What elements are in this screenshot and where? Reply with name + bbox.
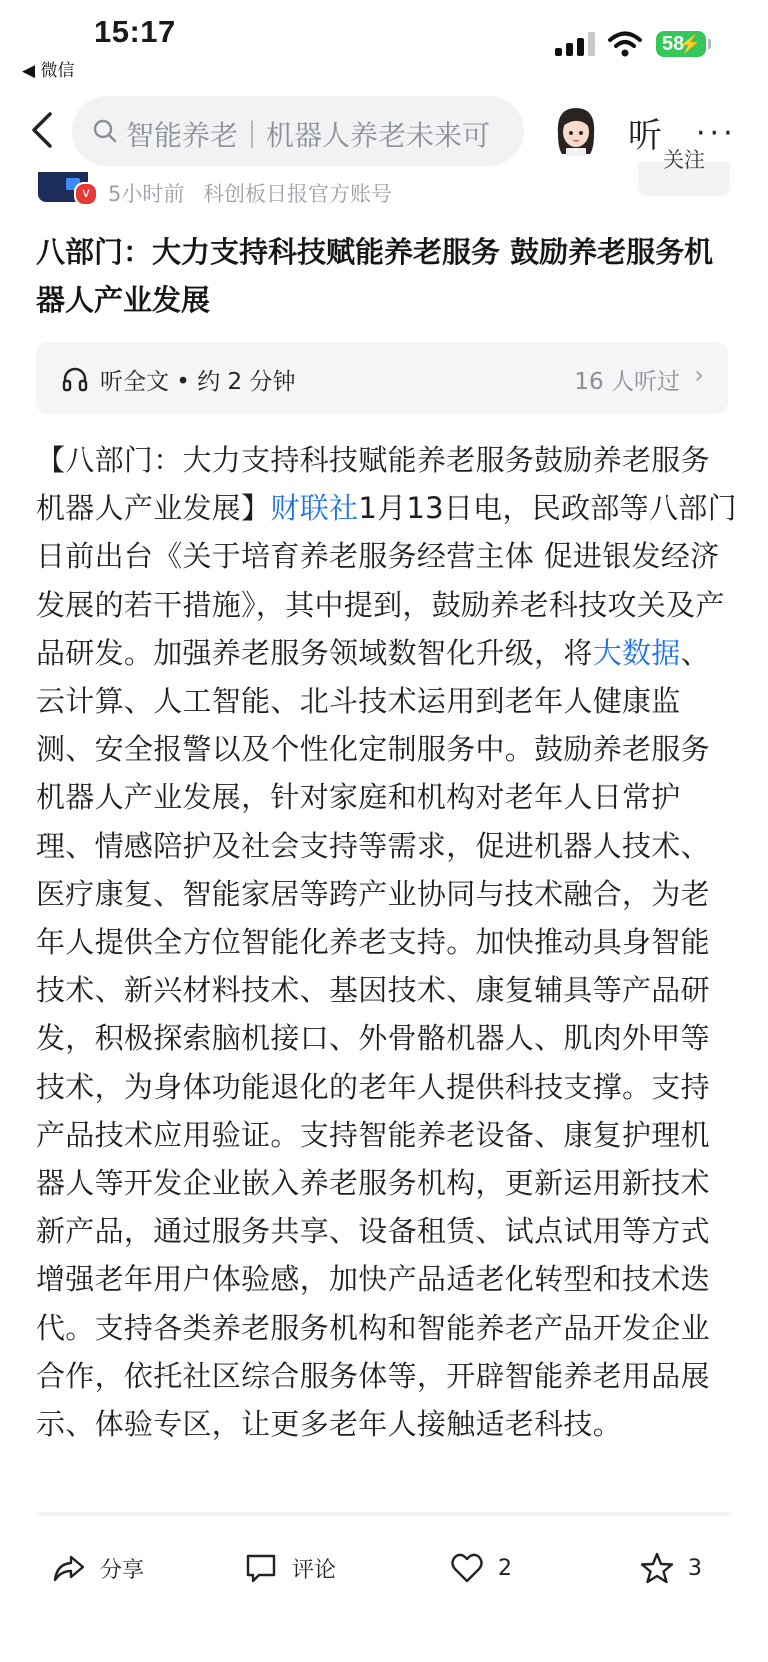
- listen-button[interactable]: 听: [628, 116, 662, 156]
- share-icon: [52, 1551, 86, 1585]
- wifi-icon: [608, 30, 642, 58]
- verified-badge-icon: v: [74, 182, 98, 206]
- body-text-part1: 【八部门：大力支持科技赋能养老服务鼓励养老服务机器人产业发展】: [36, 443, 710, 526]
- charging-bolt-icon: ⚡: [678, 34, 701, 54]
- comment-label: 评论: [292, 1557, 337, 1583]
- author-meta: [108, 178, 404, 208]
- account-description: 科创板日报官方账号: [203, 182, 393, 206]
- more-options-button[interactable]: ···: [696, 116, 737, 151]
- heart-icon: [450, 1551, 484, 1585]
- listen-count: 16 人听过: [574, 369, 680, 395]
- comment-button[interactable]: [244, 1548, 336, 1588]
- search-icon: [92, 118, 118, 144]
- search-text: 智能养老｜机器人养老未来可: [126, 119, 491, 152]
- article-body: [36, 436, 738, 1448]
- publish-time: 5小时前: [108, 182, 185, 206]
- follow-button[interactable]: [638, 148, 730, 196]
- body-text-part3: 、云计算、人工智能、北斗技术运用到老年人健康监测、安全报警以及个性化定制服务中。鼓励养老服务机器人产业发展，针对家庭和机构对老年人日常护理、情感陪护及社会支持等需求，促进机器人技术、医疗康复、智能家居等跨产业协同与技术融合，为老年人提供全方位智能化养老支持。加快推动具身智能技术、新兴材料技术、基因技术、康复辅具等产品研发，积极探索脑机接口、外骨骼机器人、肌肉外甲等技术，为身体功能退化的老年人提供科技支撑。支持产品技术应用验证。支持智能养老设备、康复护理机器人等开发企业嵌入养老服务机构，更新运用新技术新产品，通过服务共享、设备租赁、试点试用等方式增强老年用户体验感，加快产品适老化转型和技术迭代。支持各类养老服务机构和智能养老产品开发企业合作，依托社区综合服务体等，开辟智能养老用品展示、体验专区，让更多老年人接触适老科技。: [36, 635, 710, 1442]
- source-link[interactable]: 财联社: [270, 491, 359, 526]
- comment-icon: [244, 1551, 278, 1585]
- headphones-icon: [62, 366, 88, 392]
- avatar[interactable]: [552, 104, 600, 156]
- listen-duration-text: 听全文 • 约 2 分钟: [100, 369, 296, 395]
- like-button[interactable]: [450, 1548, 512, 1588]
- share-label: 分享: [100, 1557, 145, 1583]
- chevron-right-icon: ›: [694, 361, 704, 389]
- article-title: 八部门：大力支持科技赋能养老服务 鼓励养老服务机器人产业发展: [36, 235, 714, 317]
- favorite-button[interactable]: [640, 1548, 702, 1588]
- back-to-app-link[interactable]: ◀ 微信: [22, 61, 75, 81]
- search-input[interactable]: [72, 96, 524, 166]
- status-bar: [0, 0, 768, 86]
- body-text-part2: 1月13日电，民政部等八部门日前出台《关于培育养老服务经营主体 促进银发经济发展的若干措施》，其中提到，鼓励养老科技攻关及产品研发。加强养老服务领域数智化升级，将: [36, 491, 737, 670]
- battery-indicator: [656, 31, 706, 57]
- bottom-action-bar: [0, 1530, 768, 1600]
- status-time: 15:17: [94, 14, 176, 49]
- divider: [36, 1512, 732, 1516]
- big-data-link[interactable]: 大数据: [592, 635, 681, 670]
- star-icon: [640, 1551, 674, 1585]
- listen-full-article-card[interactable]: [36, 342, 728, 414]
- cellular-signal-icon: [555, 32, 597, 56]
- battery-level: 58: [662, 33, 685, 55]
- share-button[interactable]: [52, 1548, 144, 1588]
- back-icon[interactable]: [28, 110, 58, 150]
- follow-label: 关注: [663, 148, 705, 172]
- like-count: 2: [498, 1555, 512, 1581]
- favorite-count: 3: [688, 1555, 702, 1581]
